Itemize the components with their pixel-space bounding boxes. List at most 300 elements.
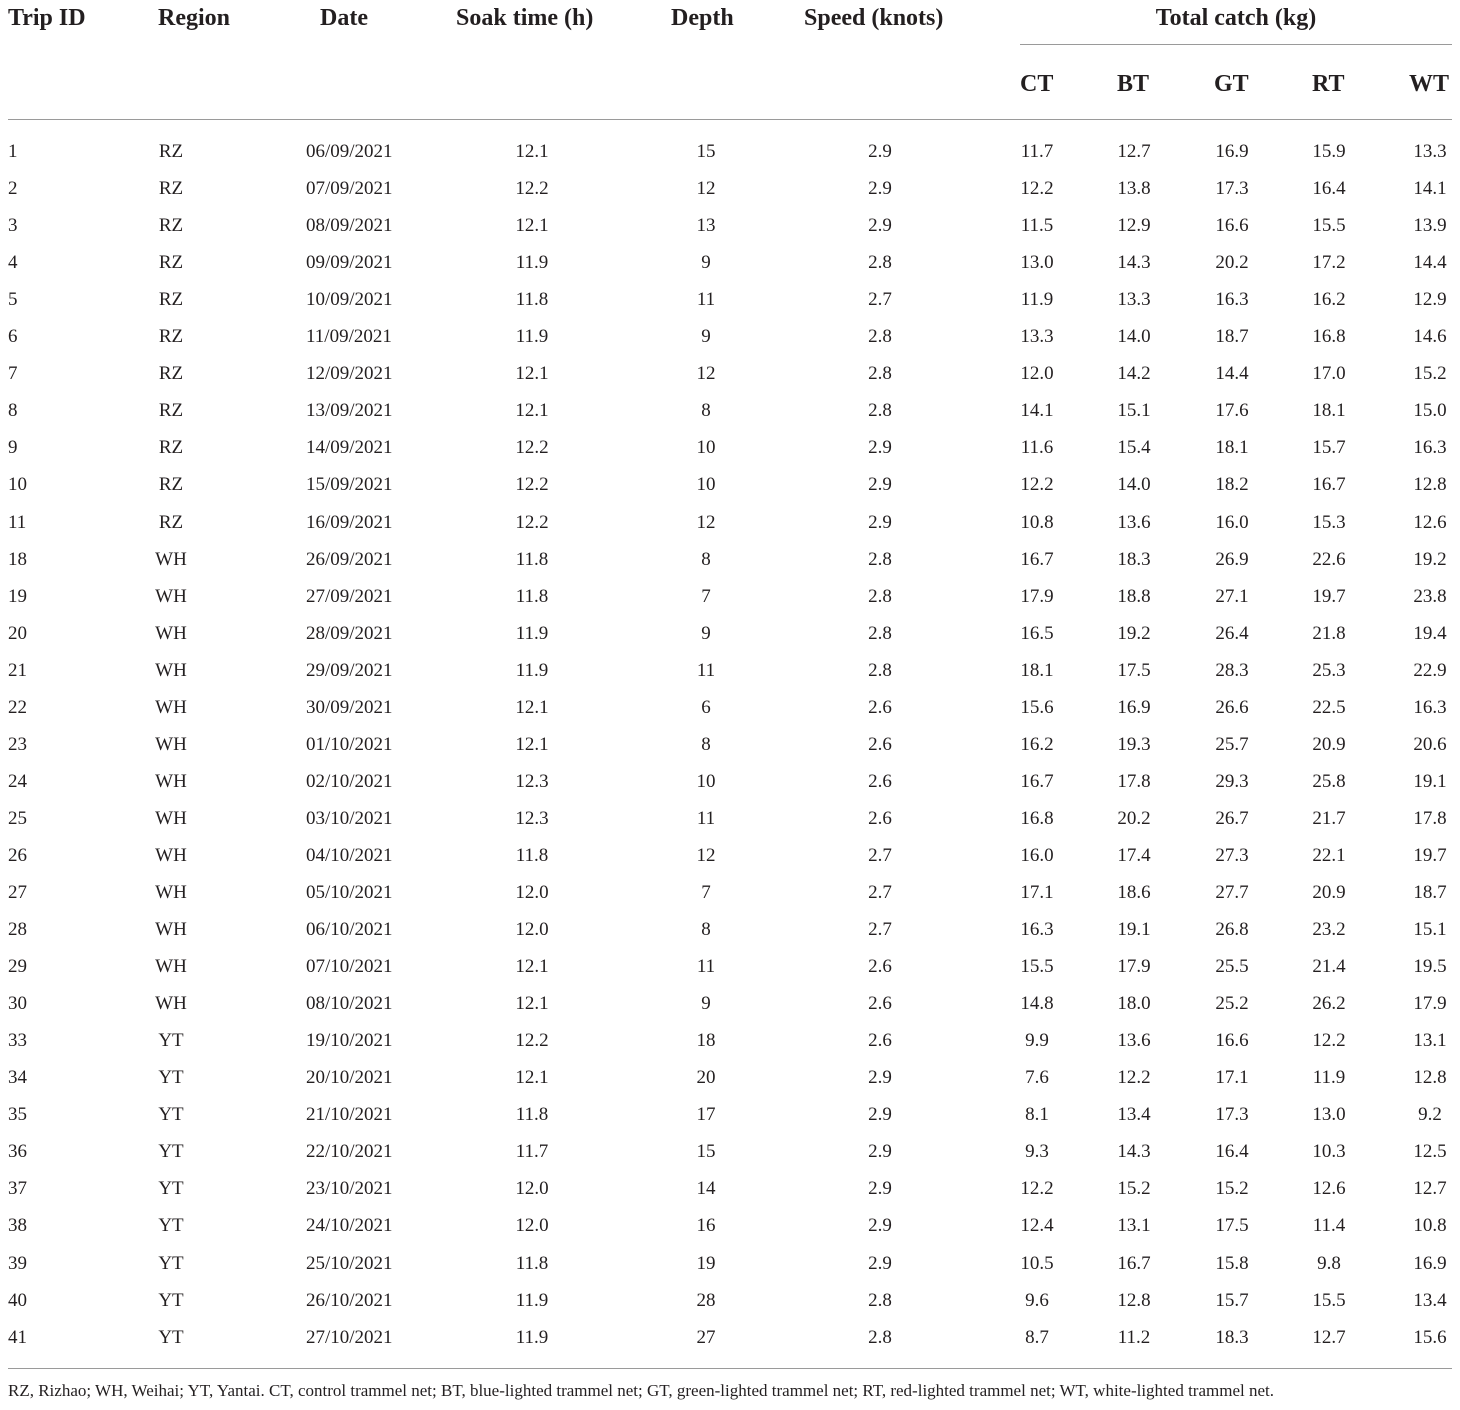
cell-wt: 13.9 [1413,215,1447,237]
cell-depth: 12 [696,178,716,200]
cell-gt: 16.6 [1215,1030,1249,1052]
cell-depth: 12 [696,511,716,533]
cell-gt: 17.3 [1215,178,1249,200]
cell-gt: 27.3 [1215,844,1249,866]
cell-depth: 10 [696,770,716,792]
cell-date: 14/09/2021 [306,437,393,459]
cell-wt: 12.6 [1413,511,1447,533]
cell-rt: 16.8 [1312,326,1346,348]
cell-soak-time: 12.1 [515,993,549,1015]
cell-rt: 21.8 [1312,622,1346,644]
cell-rt: 15.7 [1312,437,1346,459]
cell-wt: 15.2 [1413,363,1447,385]
cell-depth: 27 [696,1326,716,1348]
cell-date: 01/10/2021 [306,733,393,755]
cell-depth: 20 [696,1067,716,1089]
header-soak-time: Soak time (h) [456,5,594,31]
cell-trip-id: 39 [8,1252,27,1274]
cell-soak-time: 12.1 [515,215,549,237]
cell-wt: 12.8 [1413,1067,1447,1089]
cell-soak-time: 12.2 [515,178,549,200]
cell-rt: 17.2 [1312,252,1346,274]
cell-trip-id: 26 [8,844,27,866]
cell-ct: 8.7 [1025,1326,1049,1348]
header-ct: CT [1020,71,1054,97]
cell-bt: 13.3 [1117,289,1151,311]
cell-soak-time: 12.1 [515,956,549,978]
cell-gt: 16.6 [1215,215,1249,237]
cell-speed: 2.9 [868,1215,892,1237]
cell-region: WH [155,622,187,644]
cell-trip-id: 38 [8,1215,27,1237]
cell-soak-time: 11.9 [515,659,549,681]
cell-wt: 19.7 [1413,844,1447,866]
cell-trip-id: 33 [8,1030,27,1052]
header-trip-id: Trip ID [8,5,86,31]
cell-wt: 14.1 [1413,178,1447,200]
cell-region: WH [155,882,187,903]
cell-depth: 17 [696,1104,716,1126]
cell-soak-time: 11.9 [515,1289,549,1311]
cell-bt: 16.9 [1117,696,1151,718]
cell-bt: 14.0 [1117,326,1151,348]
cell-region: RZ [158,289,184,311]
cell-gt: 17.3 [1215,1104,1249,1126]
cell-gt: 26.7 [1215,807,1249,829]
cell-depth: 16 [696,1215,716,1237]
cell-date: 08/10/2021 [306,993,393,1015]
cell-gt: 17.6 [1215,400,1249,422]
cell-ct: 18.1 [1020,659,1054,681]
cell-bt: 13.4 [1117,1104,1151,1126]
header-date: Date [320,5,368,31]
cell-gt: 15.7 [1215,1289,1249,1311]
cell-trip-id: 20 [8,622,27,644]
cell-bt: 12.2 [1117,1067,1151,1089]
cell-date: 30/09/2021 [306,696,393,718]
cell-region: WH [155,585,187,607]
cell-wt: 12.9 [1413,289,1447,311]
cell-ct: 9.3 [1025,1141,1049,1163]
cell-bt: 17.4 [1117,844,1151,866]
cell-speed: 2.8 [868,400,892,422]
cell-ct: 12.4 [1020,1215,1054,1237]
cell-speed: 2.6 [868,696,892,718]
cell-date: 06/10/2021 [306,919,393,941]
cell-gt: 18.3 [1215,1326,1249,1348]
cell-bt: 12.9 [1117,215,1151,237]
cell-trip-id: 28 [8,919,27,941]
cell-wt: 19.4 [1413,622,1447,644]
cell-trip-id: 4 [8,252,18,274]
cell-region: YT [158,1326,184,1348]
cell-soak-time: 11.8 [515,289,549,311]
table-footnote: RZ, Rizhao; WH, Weihai; YT, Yantai. CT, control trammel net; BT, blue-lighted trammel net; GT, green-lighted trammel net; RT, red-lighted trammel net; WT, white-lighted trammel net. [8,1381,1274,1400]
cell-date: 10/09/2021 [306,289,393,311]
cell-ct: 11.7 [1020,141,1054,162]
cell-region: YT [158,1178,184,1200]
cell-wt: 19.1 [1413,770,1447,792]
cell-date: 25/10/2021 [306,1252,393,1274]
cell-soak-time: 12.3 [515,807,549,829]
cell-wt: 9.2 [1418,1104,1442,1126]
cell-ct: 17.9 [1020,585,1054,607]
cell-region: YT [158,1141,184,1163]
cell-soak-time: 11.9 [515,252,549,274]
cell-speed: 2.9 [868,1104,892,1126]
cell-rt: 21.4 [1312,956,1346,978]
cell-bt: 18.0 [1117,993,1151,1015]
cell-bt: 13.6 [1117,1030,1151,1052]
cell-depth: 10 [696,474,716,496]
cell-wt: 17.8 [1413,807,1447,829]
cell-date: 19/10/2021 [306,1030,393,1052]
cell-speed: 2.9 [868,1252,892,1274]
cell-speed: 2.6 [868,770,892,792]
cell-soak-time: 12.2 [515,511,549,533]
cell-depth: 11 [696,659,716,681]
cell-trip-id: 25 [8,807,27,829]
cell-date: 11/09/2021 [306,326,392,348]
cell-wt: 16.9 [1413,1252,1447,1274]
cell-depth: 7 [701,882,711,903]
cell-rt: 15.5 [1312,215,1346,237]
cell-ct: 7.6 [1025,1067,1049,1089]
cell-date: 27/09/2021 [306,585,393,607]
cell-rt: 10.3 [1312,1141,1346,1163]
cell-depth: 11 [696,807,716,829]
cell-gt: 16.4 [1215,1141,1249,1163]
cell-region: RZ [158,474,184,496]
cell-depth: 11 [696,956,716,978]
cell-speed: 2.8 [868,326,892,348]
cell-gt: 20.2 [1215,252,1249,274]
cell-date: 09/09/2021 [306,252,393,274]
cell-date: 15/09/2021 [306,474,393,496]
cell-wt: 13.1 [1413,1030,1447,1052]
header-speed: Speed (knots) [804,5,944,31]
cell-soak-time: 12.2 [515,1030,549,1052]
cell-speed: 2.8 [868,363,892,385]
cell-soak-time: 12.1 [515,696,549,718]
cell-soak-time: 12.2 [515,474,549,496]
cell-gt: 18.2 [1215,474,1249,496]
cell-soak-time: 11.8 [515,548,549,570]
cell-date: 02/10/2021 [306,770,393,792]
cell-bt: 19.2 [1117,622,1151,644]
cell-bt: 20.2 [1117,807,1151,829]
cell-trip-id: 5 [8,289,18,311]
cell-bt: 12.7 [1117,141,1151,162]
cell-gt: 14.4 [1215,363,1249,385]
cell-gt: 25.2 [1215,993,1249,1015]
cell-ct: 11.5 [1020,215,1054,237]
cell-date: 06/09/2021 [306,141,393,162]
cell-wt: 19.5 [1413,956,1447,978]
cell-trip-id: 29 [8,956,27,978]
cell-trip-id: 37 [8,1178,27,1200]
cell-bt: 11.2 [1117,1326,1151,1348]
cell-wt: 15.6 [1413,1326,1447,1348]
cell-region: RZ [158,511,184,533]
cell-speed: 2.9 [868,215,892,237]
cell-wt: 14.6 [1413,326,1447,348]
cell-soak-time: 11.9 [515,1326,549,1348]
cell-bt: 18.8 [1117,585,1151,607]
cell-gt: 18.7 [1215,326,1249,348]
cell-region: RZ [158,141,184,162]
cell-trip-id: 6 [8,326,18,348]
cell-soak-time: 12.3 [515,770,549,792]
cell-speed: 2.9 [868,178,892,200]
cell-wt: 20.6 [1413,733,1447,755]
cell-date: 08/09/2021 [306,215,393,237]
cell-depth: 9 [701,252,711,274]
cell-gt: 16.0 [1215,511,1249,533]
cell-rt: 23.2 [1312,919,1346,941]
cell-depth: 18 [696,1030,716,1052]
cell-region: WH [155,733,187,755]
cell-depth: 10 [696,437,716,459]
cell-wt: 12.5 [1413,1141,1447,1163]
cell-wt: 18.7 [1413,882,1447,903]
cell-date: 03/10/2021 [306,807,393,829]
cell-region: YT [158,1030,184,1052]
cell-rt: 22.5 [1312,696,1346,718]
cell-wt: 17.9 [1413,993,1447,1015]
cell-rt: 13.0 [1312,1104,1346,1126]
cell-region: RZ [158,326,184,348]
cell-ct: 12.2 [1020,178,1054,200]
cell-date: 07/09/2021 [306,178,393,200]
cell-bt: 14.3 [1117,1141,1151,1163]
cell-wt: 19.2 [1413,548,1447,570]
cell-rt: 16.2 [1312,289,1346,311]
cell-trip-id: 23 [8,733,27,755]
cell-region: YT [158,1215,184,1237]
cell-date: 22/10/2021 [306,1141,393,1163]
cell-gt: 25.7 [1215,733,1249,755]
cell-speed: 2.6 [868,1030,892,1052]
cell-gt: 26.6 [1215,696,1249,718]
cell-trip-id: 22 [8,696,27,718]
cell-trip-id: 7 [8,363,18,385]
cell-rt: 18.1 [1312,400,1346,422]
cell-region: RZ [158,437,184,459]
cell-gt: 29.3 [1215,770,1249,792]
cell-ct: 15.6 [1020,696,1054,718]
header-gt: GT [1214,71,1249,97]
cell-rt: 11.4 [1312,1215,1346,1237]
cell-gt: 18.1 [1215,437,1249,459]
cell-trip-id: 18 [8,548,27,570]
cell-gt: 26.8 [1215,919,1249,941]
cell-depth: 9 [701,993,711,1015]
cell-speed: 2.6 [868,807,892,829]
cell-ct: 10.5 [1020,1252,1054,1274]
header-bt: BT [1117,71,1150,97]
cell-region: WH [155,696,187,718]
cell-bt: 15.2 [1117,1178,1151,1200]
header-total-catch: Total catch (kg) [1155,5,1317,31]
cell-soak-time: 11.7 [515,1141,549,1163]
cell-region: WH [155,844,187,866]
cell-region: WH [155,807,187,829]
cell-gt: 27.7 [1215,882,1249,903]
cell-region: RZ [158,252,184,274]
cell-rt: 15.9 [1312,141,1346,162]
cell-region: RZ [158,400,184,422]
cell-region: YT [158,1252,184,1274]
cell-speed: 2.6 [868,733,892,755]
cell-bt: 13.6 [1117,511,1151,533]
cell-bt: 17.5 [1117,659,1151,681]
cell-soak-time: 11.8 [515,844,549,866]
cell-trip-id: 10 [8,474,27,496]
cell-date: 13/09/2021 [306,400,393,422]
cell-rt: 19.7 [1312,585,1346,607]
cell-date: 27/10/2021 [306,1326,393,1348]
cell-speed: 2.9 [868,1178,892,1200]
cell-ct: 14.1 [1020,400,1054,422]
cell-speed: 2.8 [868,659,892,681]
cell-ct: 14.8 [1020,993,1054,1015]
cell-region: RZ [158,363,184,385]
cell-region: YT [158,1067,184,1089]
cell-rt: 12.6 [1312,1178,1346,1200]
cell-date: 24/10/2021 [306,1215,393,1237]
cell-date: 29/09/2021 [306,659,393,681]
cell-gt: 26.9 [1215,548,1249,570]
cell-gt: 28.3 [1215,659,1249,681]
cell-soak-time: 12.1 [515,363,549,385]
cell-ct: 16.7 [1020,548,1054,570]
cell-soak-time: 12.0 [515,1178,549,1200]
cell-speed: 2.7 [868,882,892,903]
cell-speed: 2.8 [868,548,892,570]
cell-date: 26/10/2021 [306,1289,393,1311]
cell-trip-id: 36 [8,1141,27,1163]
cell-soak-time: 12.1 [515,400,549,422]
cell-depth: 6 [701,696,711,718]
cell-depth: 15 [696,141,716,162]
cell-date: 07/10/2021 [306,956,393,978]
header-wt: WT [1409,71,1450,97]
cell-speed: 2.8 [868,622,892,644]
cell-ct: 16.5 [1020,622,1054,644]
cell-speed: 2.7 [868,844,892,866]
cell-trip-id: 2 [8,178,18,200]
cell-date: 12/09/2021 [306,363,393,385]
cell-speed: 2.9 [868,1067,892,1089]
cell-wt: 23.8 [1413,585,1447,607]
cell-trip-id: 9 [8,437,18,459]
cell-ct: 11.9 [1020,289,1054,311]
cell-gt: 16.9 [1215,141,1249,162]
cell-wt: 15.1 [1413,919,1447,941]
cell-soak-time: 12.0 [515,919,549,941]
cell-rt: 17.0 [1312,363,1346,385]
cell-date: 04/10/2021 [306,844,393,866]
cell-speed: 2.8 [868,252,892,274]
cell-region: WH [155,919,187,941]
cell-bt: 17.8 [1117,770,1151,792]
cell-trip-id: 11 [8,511,27,533]
cell-region: WH [155,993,187,1015]
header-rule [8,119,1452,120]
cell-depth: 28 [696,1289,716,1311]
cell-ct: 10.8 [1020,511,1054,533]
cell-depth: 8 [701,919,711,941]
cell-trip-id: 1 [8,141,18,162]
cell-gt: 17.1 [1215,1067,1249,1089]
cell-soak-time: 12.1 [515,733,549,755]
cell-ct: 8.1 [1025,1104,1049,1126]
cell-gt: 15.2 [1215,1178,1249,1200]
cell-speed: 2.9 [868,1141,892,1163]
cell-wt: 13.4 [1413,1289,1447,1311]
cell-ct: 15.5 [1020,956,1054,978]
cell-date: 05/10/2021 [306,882,393,903]
cell-region: WH [155,770,187,792]
cell-rt: 12.7 [1312,1326,1346,1348]
cell-rt: 16.4 [1312,178,1346,200]
cell-soak-time: 12.1 [515,1067,549,1089]
cell-ct: 9.9 [1025,1030,1049,1052]
cell-speed: 2.8 [868,1289,892,1311]
cell-bt: 14.0 [1117,474,1151,496]
cell-rt: 12.2 [1312,1030,1346,1052]
cell-ct: 12.0 [1020,363,1054,385]
cell-bt: 18.3 [1117,548,1151,570]
cell-rt: 20.9 [1312,733,1346,755]
cell-bt: 14.2 [1117,363,1151,385]
cell-ct: 13.3 [1020,326,1054,348]
cell-date: 16/09/2021 [306,511,393,533]
cell-speed: 2.8 [868,1326,892,1348]
cell-ct: 16.0 [1020,844,1054,866]
header-region: Region [158,5,230,31]
cell-region: RZ [158,178,184,200]
cell-depth: 13 [696,215,716,237]
cell-ct: 17.1 [1020,882,1054,903]
cell-depth: 19 [696,1252,716,1274]
cell-ct: 16.7 [1020,770,1054,792]
cell-rt: 9.8 [1317,1252,1341,1274]
cell-soak-time: 11.9 [515,622,549,644]
cell-trip-id: 34 [8,1067,27,1089]
cell-bt: 12.8 [1117,1289,1151,1311]
cell-region: WH [155,659,187,681]
cell-wt: 16.3 [1413,437,1447,459]
cell-region: RZ [158,215,184,237]
cell-depth: 9 [701,326,711,348]
cell-soak-time: 11.8 [515,585,549,607]
cell-rt: 25.8 [1312,770,1346,792]
cell-rt: 22.1 [1312,844,1346,866]
cell-soak-time: 11.8 [515,1104,549,1126]
header-depth: Depth [671,5,734,31]
cell-ct: 11.6 [1020,437,1054,459]
total-catch-underline [1020,44,1452,45]
cell-rt: 21.7 [1312,807,1346,829]
cell-wt: 12.7 [1413,1178,1447,1200]
cell-depth: 11 [696,289,716,311]
cell-depth: 15 [696,1141,716,1163]
cell-wt: 16.3 [1413,696,1447,718]
cell-date: 23/10/2021 [306,1178,393,1200]
cell-bt: 16.7 [1117,1252,1151,1274]
